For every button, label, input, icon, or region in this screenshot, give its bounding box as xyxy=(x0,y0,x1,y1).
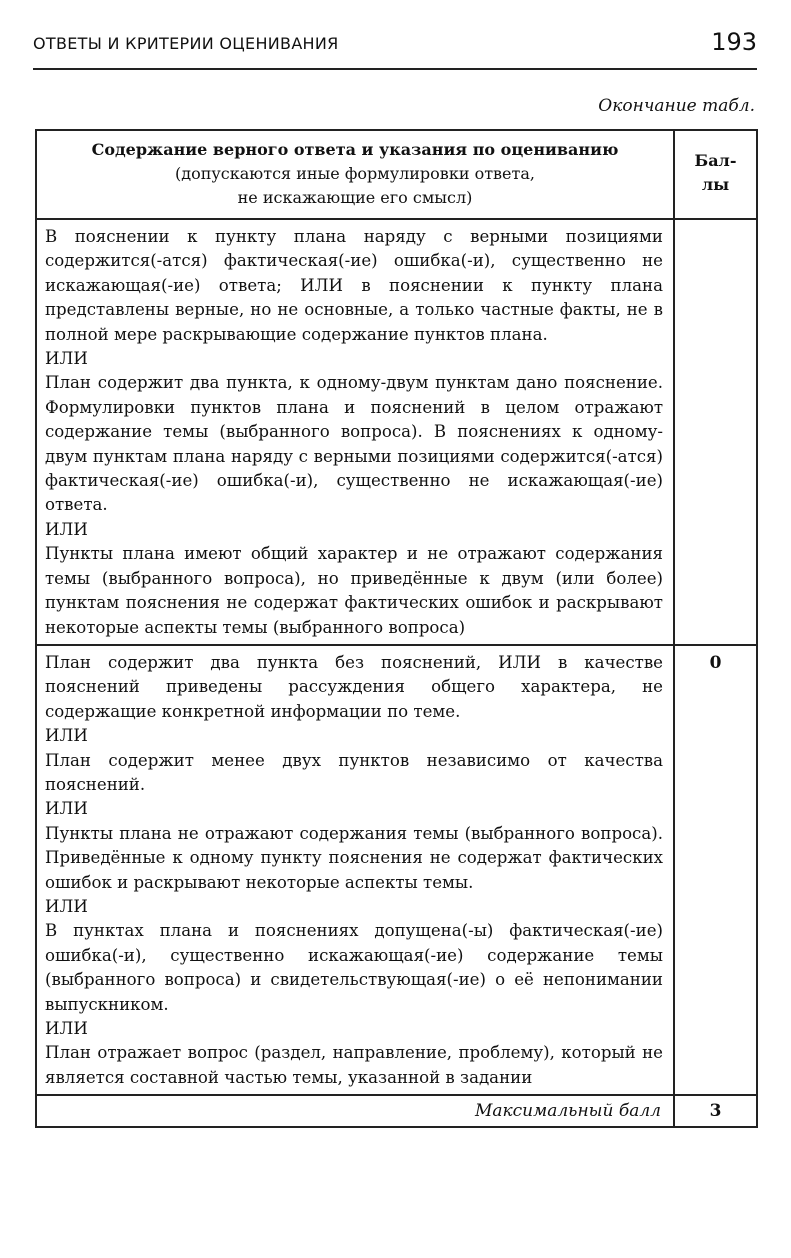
page-number: 193 xyxy=(711,28,757,56)
table-row xyxy=(36,645,757,1095)
table-row xyxy=(36,219,757,645)
criteria-paragraph: Пункты плана имеют общий характер и не отражают содержания темы (выбранного вопроса), но приведённые к двум (или более) пунктам пояснения не содержат фактических ошибок и раскрывают некоторые аспекты темы (выбранного вопроса) xyxy=(45,544,663,637)
or-separator: ИЛИ xyxy=(45,726,88,746)
or-separator: ИЛИ xyxy=(45,1019,88,1038)
criteria-paragraph: В пояснении к пункту плана наряду с верными позициями содержится(-атся) фактическая(-ие) ошибка(-и), существенно не искажающая(-ие) ответа; ИЛИ в пояснении к пункту плана представлены верные, но не основные, а только частные факты, не в полной мере раскрывающие содержание пунктов плана. xyxy=(45,227,663,344)
score-header-line-2: лы xyxy=(701,175,730,194)
score-column-header xyxy=(674,130,757,219)
table-header-row xyxy=(36,130,757,219)
score-cell xyxy=(674,219,757,645)
criteria-paragraph: Пункты плана не отражают содержания темы (выбранного вопроса). Приведённые к одному пункту пояснения не содержат фактических ошибок и раскрывают некоторые аспекты темы. xyxy=(45,823,663,892)
criteria-paragraph: План отражает вопрос (раздел, направление, проблему), который не является составной частью темы, указанной в задании xyxy=(45,1043,663,1087)
content-header-main: Содержание верного ответа и указания по оцениванию xyxy=(91,140,619,159)
or-separator: ИЛИ xyxy=(45,799,88,819)
table-continuation-note: Окончание табл. xyxy=(598,96,755,116)
criteria-content-cell xyxy=(36,219,674,645)
criteria-table xyxy=(35,129,758,1128)
criteria-paragraph: План содержит два пункта, к одному-двум пунктам дано пояснение. Формулировки пунктов плана и пояснений в целом отражают содержание темы (выбранного вопроса). В пояснениях к одному-двум пунктам плана наряду с верными позициями содержится(-атся) фактическая(-ие) ошибка(-и), существенно не искажающая(-ие) ответа. xyxy=(45,373,663,515)
max-score-label: Максимальный балл xyxy=(36,1095,674,1127)
score-cell: 0 xyxy=(674,645,757,1095)
criteria-paragraph: План содержит два пункта без пояснений, ИЛИ в качестве пояснений приведены рассуждения общего характера, не содержащие конкретной информации по теме. xyxy=(45,652,663,721)
or-separator: ИЛИ xyxy=(45,896,88,916)
criteria-paragraph: В пунктах плана и пояснениях допущена(-ы) фактическая(-ие) ошибка(-и), существенно искажающая(-ие) содержание темы (выбранного вопроса) и свидетельствующая(-ие) о её непонимании выпускником. xyxy=(45,921,663,1014)
criteria-paragraph: План содержит менее двух пунктов независимо от качества пояснений. xyxy=(45,750,663,794)
max-score-row xyxy=(36,1095,757,1127)
or-separator: ИЛИ xyxy=(45,349,88,369)
running-head xyxy=(33,28,757,70)
content-header-sub-1: (допускаются иные формулировки ответа, xyxy=(175,164,535,183)
running-title: ОТВЕТЫ И КРИТЕРИИ ОЦЕНИВАНИЯ xyxy=(33,34,339,53)
content-header-sub-2: не искажающие его смысл) xyxy=(237,188,473,207)
max-score-value: 3 xyxy=(674,1095,757,1127)
or-separator: ИЛИ xyxy=(45,519,88,539)
score-header-line-1: Бал- xyxy=(694,151,737,170)
content-column-header xyxy=(36,130,674,219)
criteria-content-cell xyxy=(36,645,674,1095)
